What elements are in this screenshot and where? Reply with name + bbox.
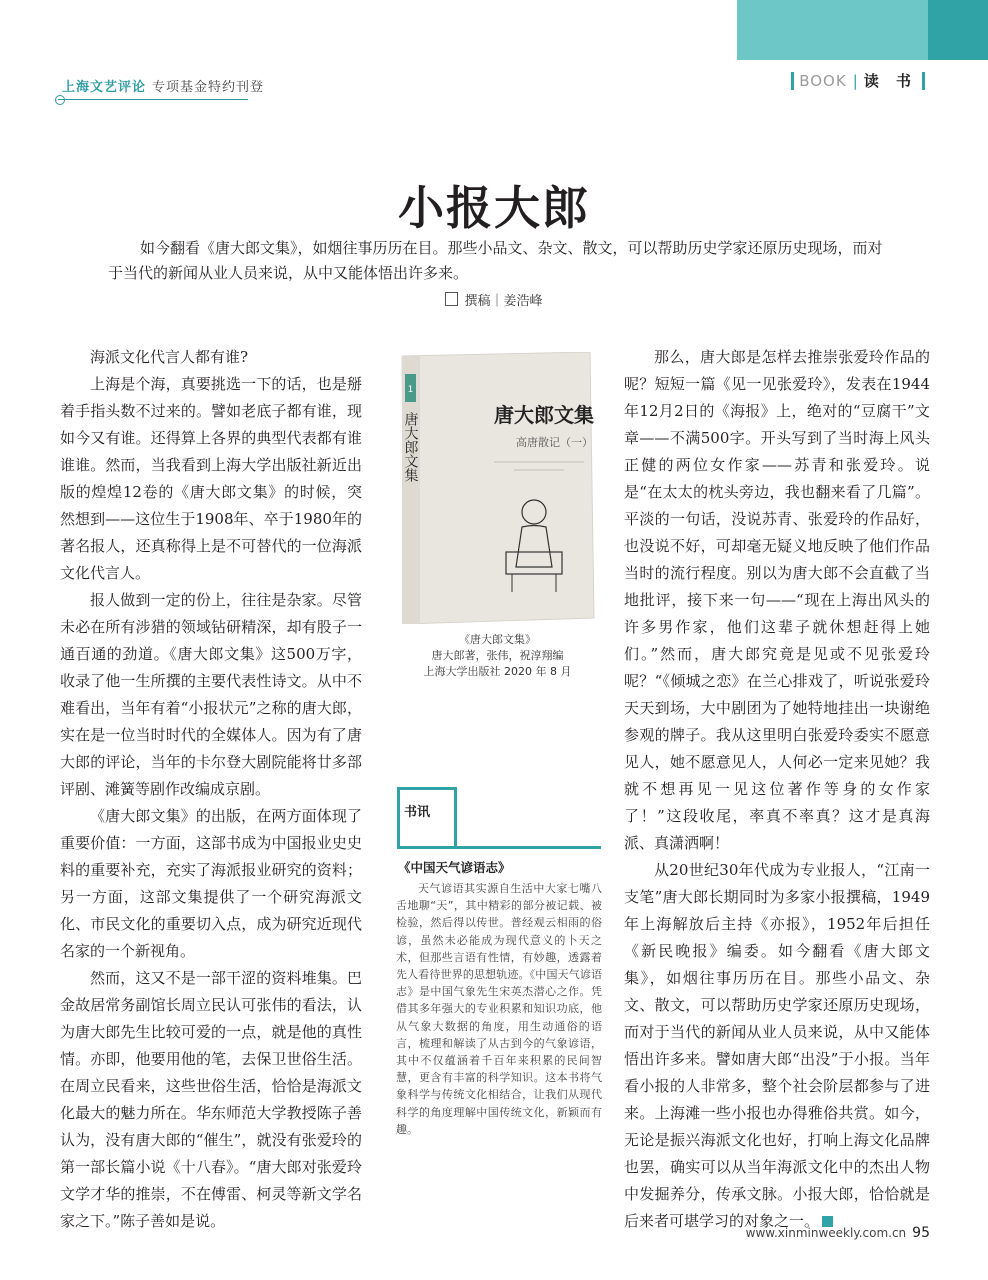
paragraph: 那么，唐大郎是怎样去推崇张爱玲作品的呢？短短一篇《见一见张爱玲》，发表在1944年12月2日的《海报》上，绝对的“豆腐干”文章——不满500字。开头写到了当时海上风头正健的两位女作家——苏青和张爱玲。说是“在太太的枕头旁边，我也翻来看了几篇”。平淡的一句话，没说苏青、张爱玲的作品好，也没说不好，可却毫无疑义地反映了他们作品当时的流行程度。别以为唐大郎不会直截了当地批评，接下来一句——“现在上海出风头的许多男作家，他们这辈子就休想赶得上她们。”然而，唐大郎究竟是见或不见张爱玲呢？“《倾城之恋》在兰心排戏了，听说张爱玲天天到场，大中剧团为了她特地挂出一块谢绝参观的牌子。我从这里明白张爱玲委实不愿意见人，她不愿意见人，人何必一定来见她？我就不想再见一见这位著作等身的女作家了！”这段收尾，率真不率真？这才是真海派、真潇洒啊！ <box>624 348 930 852</box>
news-book-title: 《中国天气谚语志》 <box>398 860 511 875</box>
left-column <box>60 344 362 1235</box>
paragraph: 上海是个海，真要挑选一下的话，也是掰着手指头数不过来的。譬如老底子都有谁，现如今又有谁。还得算上各界的典型代表都有谁谁谁。然而，当我看到上海大学出版社新近出版的煌煌12卷的《唐大郎文集》的时候，突然想到——这位生于1908年、卒于1980年的著名报人，还真称得上是不可替代的一位海派文化代言人。 <box>60 375 362 582</box>
section-separator: | <box>852 71 858 90</box>
paragraph: 《唐大郎文集》的出版，在两方面体现了重要价值：一方面，这部书成为中国报业史史料的重要补充，充实了海派报业研究的资料；另一方面，这部文集提供了一个研究海派文化、市民文化的重要切入点，成为研究近现代名家的一个新视角。 <box>60 807 362 960</box>
byline <box>0 290 988 309</box>
book-cover-image <box>394 352 601 624</box>
news-frame <box>397 787 457 790</box>
footer-url[interactable]: www.xinminweekly.com.cn <box>745 1226 907 1240</box>
caption-line: 《唐大郎文集》 <box>459 633 536 646</box>
section-zh: 读 书 <box>863 72 917 90</box>
section-bar-right <box>922 72 925 90</box>
header-dot-icon <box>55 95 65 105</box>
paragraph-text: 从20世纪30年代成为专业报人，“江南一支笔”唐大郎长期同时为多家小报撰稿，1949年上海解放后主持《亦报》，1952年后担任《新民晚报》编委。如今翻看《唐大郎文集》，如烟往事历历在目。那些小品文、杂文、散文，可以帮助历史学家还原历史现场，而对于当代的新闻从业人员来说，从中又能体悟出许多来。譬如唐大郎“出没”于小报。当年看小报的人非常多，整个社会阶层都参与了进来。上海滩一些小报也办得雅俗共赏。如今，无论是振兴海派文化也好，打响上海文化品牌也罢，确实可以从当年海派文化中的杰出人物中发掘养分，传承文脉。小报大郎，恰恰就是后来者可堪学习的对象之一。 <box>624 861 930 1230</box>
article-lede: 如今翻看《唐大郎文集》，如烟往事历历在目。那些小品文、杂文、散文，可以帮助历史学家还原历史现场，而对于当代的新闻从业人员来说，从中又能体悟出许多来。 <box>108 239 883 282</box>
pen-icon <box>445 292 458 306</box>
right-column <box>624 344 930 1235</box>
news-paragraph: 天气谚语其实源自生活中大家七嘴八舌地聊“天”，其中精彩的部分被记载、被检验，然后得以传世。普经观云相雨的俗谚，虽然未必能成为现代意义的卜天之术，但那些言语有性情，有妙趣，透露着先人看待世界的思想轨迹。《中国天气谚语志》是中国气象先生宋英杰潜心之作。凭借其多年强大的专业积累和知识功底，他从气象大数据的角度，用生动通俗的语言，梳理和解读了从古到今的气象谚语，其中不仅蕴涵着千百年来积累的民间智慧，更含有丰富的科学知识。这本书将气象科学与传统文化相结合，让我们从现代科学的角度理解中国传统文化，新颖而有趣。 <box>396 882 602 1136</box>
news-frame <box>454 787 457 847</box>
section-en: BOOK <box>799 71 847 90</box>
news-body <box>396 880 602 1138</box>
news-rule <box>397 846 601 849</box>
page-number: 95 <box>912 1225 930 1241</box>
book-spine-title: 唐大郎文集 <box>402 412 419 482</box>
publication-header <box>62 75 264 95</box>
paragraph: 然而，这又不是一部干涩的资料堆集。巴金故居常务副馆长周立民认可张伟的看法，认为唐大郎先生比较可爱的一点，就是他的真性情。亦即，他要用他的笔，去保卫世俗生活。在周立民看来，这些世俗生活，恰恰是海派文化最大的魅力所在。华东师范大学教授陈子善认为，没有唐大郎的“催生”，就没有张爱玲的第一部长篇小说《十八春》。“唐大郎对张爱玲文学才华的推崇，不在傅雷、柯灵等新文学名家之下。”陈子善如是说。 <box>60 969 362 1230</box>
book-cover-subtitle: 高唐散记（一） <box>516 436 593 449</box>
paragraph: 报人做到一定的份上，往往是杂家。尽管未必在所有涉猎的领域钻研精深，却有股子一通百通的劲道。《唐大郎文集》这500万字，收录了他一生所撰的主要代表性诗文。从中不难看出，当年有着“小报状元”之称的唐大郎，实在是一位当时时代的全媒体人。因为有了唐大郎的评论，当年的卡尔登大剧院能将廿多部评剧、滩簧等剧作改编成京剧。 <box>60 591 362 798</box>
book-caption <box>394 632 601 680</box>
header-color-block-dark <box>928 0 988 60</box>
article-title: 小报大郎 <box>398 181 590 235</box>
book-cover-title: 唐大郎文集 <box>494 403 594 427</box>
caption-line: 上海大学出版社 2020 年 8 月 <box>423 665 572 678</box>
caption-line: 唐大郎著，张伟，祝淳翔编 <box>431 649 564 662</box>
byline-text: 撰稿｜姜浩峰 <box>464 294 543 309</box>
header-color-block <box>737 0 988 60</box>
page-footer <box>746 1225 930 1241</box>
paragraph: 海派文化代言人都有谁? <box>90 348 249 366</box>
header-rule <box>58 99 248 100</box>
news-label: 书讯 <box>404 805 431 820</box>
book-vol-number: 1 <box>407 385 414 395</box>
brand-name: 上海文艺评论 <box>62 79 147 95</box>
paragraph <box>624 857 930 1235</box>
news-frame <box>397 787 400 847</box>
section-bar-left <box>791 72 794 90</box>
section-header <box>786 70 930 91</box>
brand-subtitle: 专项基金特约刊登 <box>152 79 265 95</box>
